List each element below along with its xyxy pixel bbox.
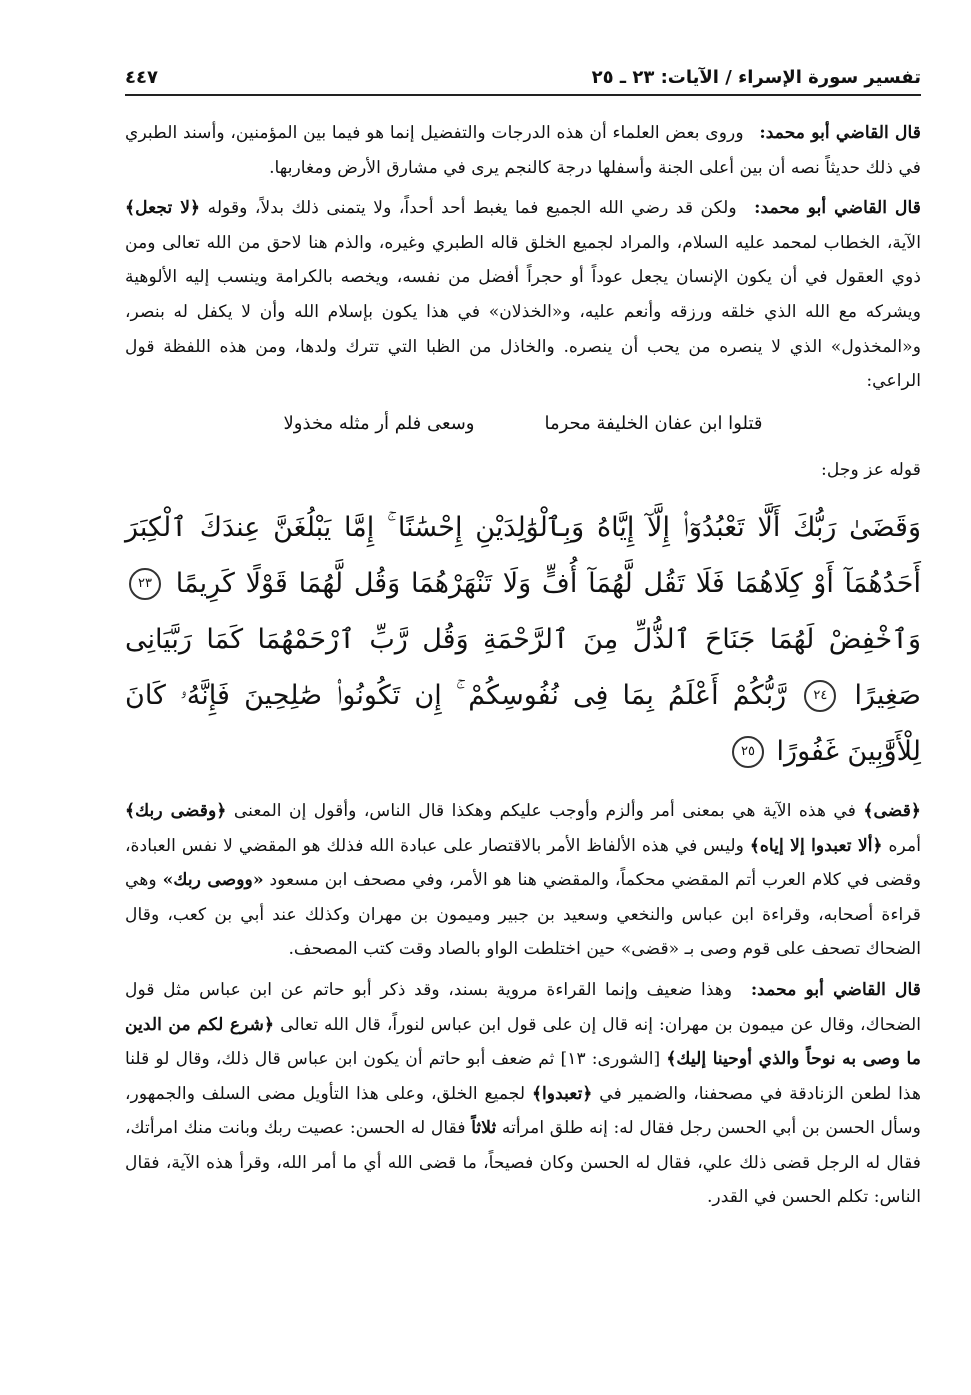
paragraph-text: وروى بعض العلماء أن هذه الدرجات والتفضيل إنما هو فيما بين المؤمنين، وأسند الطبري في ذلك حديثاً نصه أن بين أعلى الجنة وأسفلها درجة كالنجم يرى في مشارق الأرض ومغاربها.: [125, 123, 921, 178]
poetry-verse: [125, 407, 921, 442]
poem-hemistich-2: وسعى فلم أر مثله مخذولا: [283, 412, 475, 434]
speaker-label: قال القاضي أبو محمد:: [754, 198, 921, 219]
emphasized-word: ثلاثاً: [471, 1118, 497, 1139]
paragraph-text: في هذه الآية هي بمعنى أمر وألزم وأوجب عليكم وهكذا قال الناس، وأقول إن المعنى: [233, 800, 856, 821]
quoted-verse: ﴿ألا تعبدوا إلا إياه﴾: [749, 835, 883, 856]
paragraph-text: وهذا ضعيف وإنما القراءة مروية بسند، وقد ذكر أبو حاتم عن ابن عباس مثل قول الضحاك، وقال عن ميمون بن مهران: إنه قال إن على قول ابن عباس لنوراً، قال الله تعالى: [125, 979, 921, 1035]
verse-24-text: وَٱخْفِضْ لَهُمَا جَنَاحَ ٱلذُّلِّ مِنَ ٱلرَّحْمَةِ وَقُل رَّبِّ ٱرْحَمْهُمَا كَمَا رَبَّيَانِى صَغِيرًا: [125, 623, 921, 711]
quoted-reading: «ووصى ربك»: [162, 870, 264, 891]
verse-23-text: وَقَضَىٰ رَبُّكَ أَلَّا تَعْبُدُوٓا۟ إِلَّآ إِيَّاهُ وَبِٱلْوَٰلِدَيْنِ إِحْسَٰنًا ۚ إِمَّا يَبْلُغَنَّ عِندَكَ ٱلْكِبَرَ أَحَدُهُمَآ أَوْ كِلَاهُمَا فَلَا تَقُل لَّهُمَآ أُفٍّ وَلَا تَنْهَرْهُمَا وَقُل لَّهُمَا قَوْلًا كَرِيمًا: [125, 511, 921, 599]
paragraph-3: [125, 794, 921, 967]
page-number: ٤٤٧: [125, 66, 158, 88]
speaker-label: قال القاضي أبو محمد:: [750, 979, 921, 1000]
paragraph-text: وهي قراءة أصحابه، وقراءة ابن عباس والنخعي وسعيد بن جبير وميمون بن مهران وكذلك عند أبي بن كعب، وقال الضحاك تصحف على قوم وصى بـ «قضى» حين اختلطت الواو بالصاد وقت كتب المصحف.: [125, 870, 921, 960]
book-page: [125, 60, 921, 1365]
paragraph-text: لجميع الخلق، وعلى هذا التأويل مضى السلف والجمهور، وسأل الحسن بن أبي الحسن رجل فقال له: إنه طلق امرأته: [125, 1083, 921, 1139]
commentary-body: [125, 116, 921, 1215]
paragraph-text: ولكن قد رضي الله الجميع فما يغبط أحد أحداً، ولا يتمنى ذلك بدلاً، وقوله: [207, 198, 737, 219]
poem-hemistich-1: قتلوا ابن عفان الخليفة محرما: [544, 412, 763, 434]
verse-25-text: رَّبُّكُمْ أَعْلَمُ بِمَا فِى نُفُوسِكُمْ ۚ إِن تَكُونُوا۟ صَٰلِحِينَ فَإِنَّهُۥ كَانَ لِلْأَوَّٰبِينَ غَفُورًا: [125, 679, 921, 767]
quoted-verse: ﴿وقضى ربك﴾: [125, 800, 227, 821]
paragraph-text: أمره: [888, 835, 921, 856]
running-header: [125, 60, 921, 96]
paragraph-text: [الشورى: ١٣] ثم ضعف أبو حاتم أن يكون ابن عباس قال ذلك، وقال لو قلنا هذا لطعن الزنادقة في مصحفنا، والضمير في: [125, 1049, 922, 1104]
speaker-label: قال القاضي أبو محمد:: [759, 123, 921, 143]
ayah-number-24: ٢٤: [804, 680, 836, 712]
ayah-number-23: ٢٣: [129, 568, 161, 600]
ayah-number-25: ٢٥: [732, 736, 764, 768]
quoted-word: ﴿تعبدوا﴾: [531, 1083, 593, 1104]
quran-passage: [125, 500, 921, 780]
verse-intro: قوله عز وجل:: [821, 460, 921, 481]
paragraph-text: وليس في هذه الألفاظ الأمر بالاقتصار على عبادة الله فذلك هو المقضي لا نفس العبادة، وقضى في كلام العرب أتم المقضي محكماً، والمقضي هنا هو الأمر، وفي مصحف ابن مسعود: [125, 835, 922, 891]
paragraph-text: فقال له الحسن: عصيت ربك وبانت منك امرأتك، فقال له الرجل قضى ذلك علي، فقال له الحسن وكان فصيحاً، ما قضى الله أي ما أمر الله، وقرأ هذه الآية، فقال الناس: تكلم الحسن في القدر.: [125, 1118, 921, 1208]
quoted-word: ﴿قضى﴾: [863, 800, 921, 821]
paragraph-text: الآية، الخطاب لمحمد عليه السلام، والمراد لجميع الخلق قاله الطبري وغيره، والذم هنا لاحق من الله تعالى ومن ذوي العقول في أن يكون الإنسان يجعل عوداً أو حجراً أفضل من نفسه، ويخصه بالكرامة وينسب إليه الألوهية ويشركه مع الله الذي خلقه ورزقه وأنعم عليه، و«الخذلان» في هذا يكون بإسلام الله وأن لا يكفل له بنصر، و«المخذول» الذي لا ينصره من يحب أن ينصره. والخاذل من الظبا التي تترك ولدها، ومن هذه اللفظة قول الراعي:: [125, 232, 921, 392]
paragraph-4: [125, 973, 921, 1215]
chapter-title: تفسير سورة الإسراء / الآيات: ٢٣ ـ ٢٥: [591, 66, 921, 88]
paragraph-2: [125, 191, 921, 399]
paragraph-1: [125, 116, 921, 185]
quoted-verse: ﴿شرع لكم من الدين ما وصى به نوحاً والذي أوحينا إليك﴾: [125, 1014, 921, 1070]
quoted-verse: ﴿لا تجعل﴾: [125, 198, 201, 219]
